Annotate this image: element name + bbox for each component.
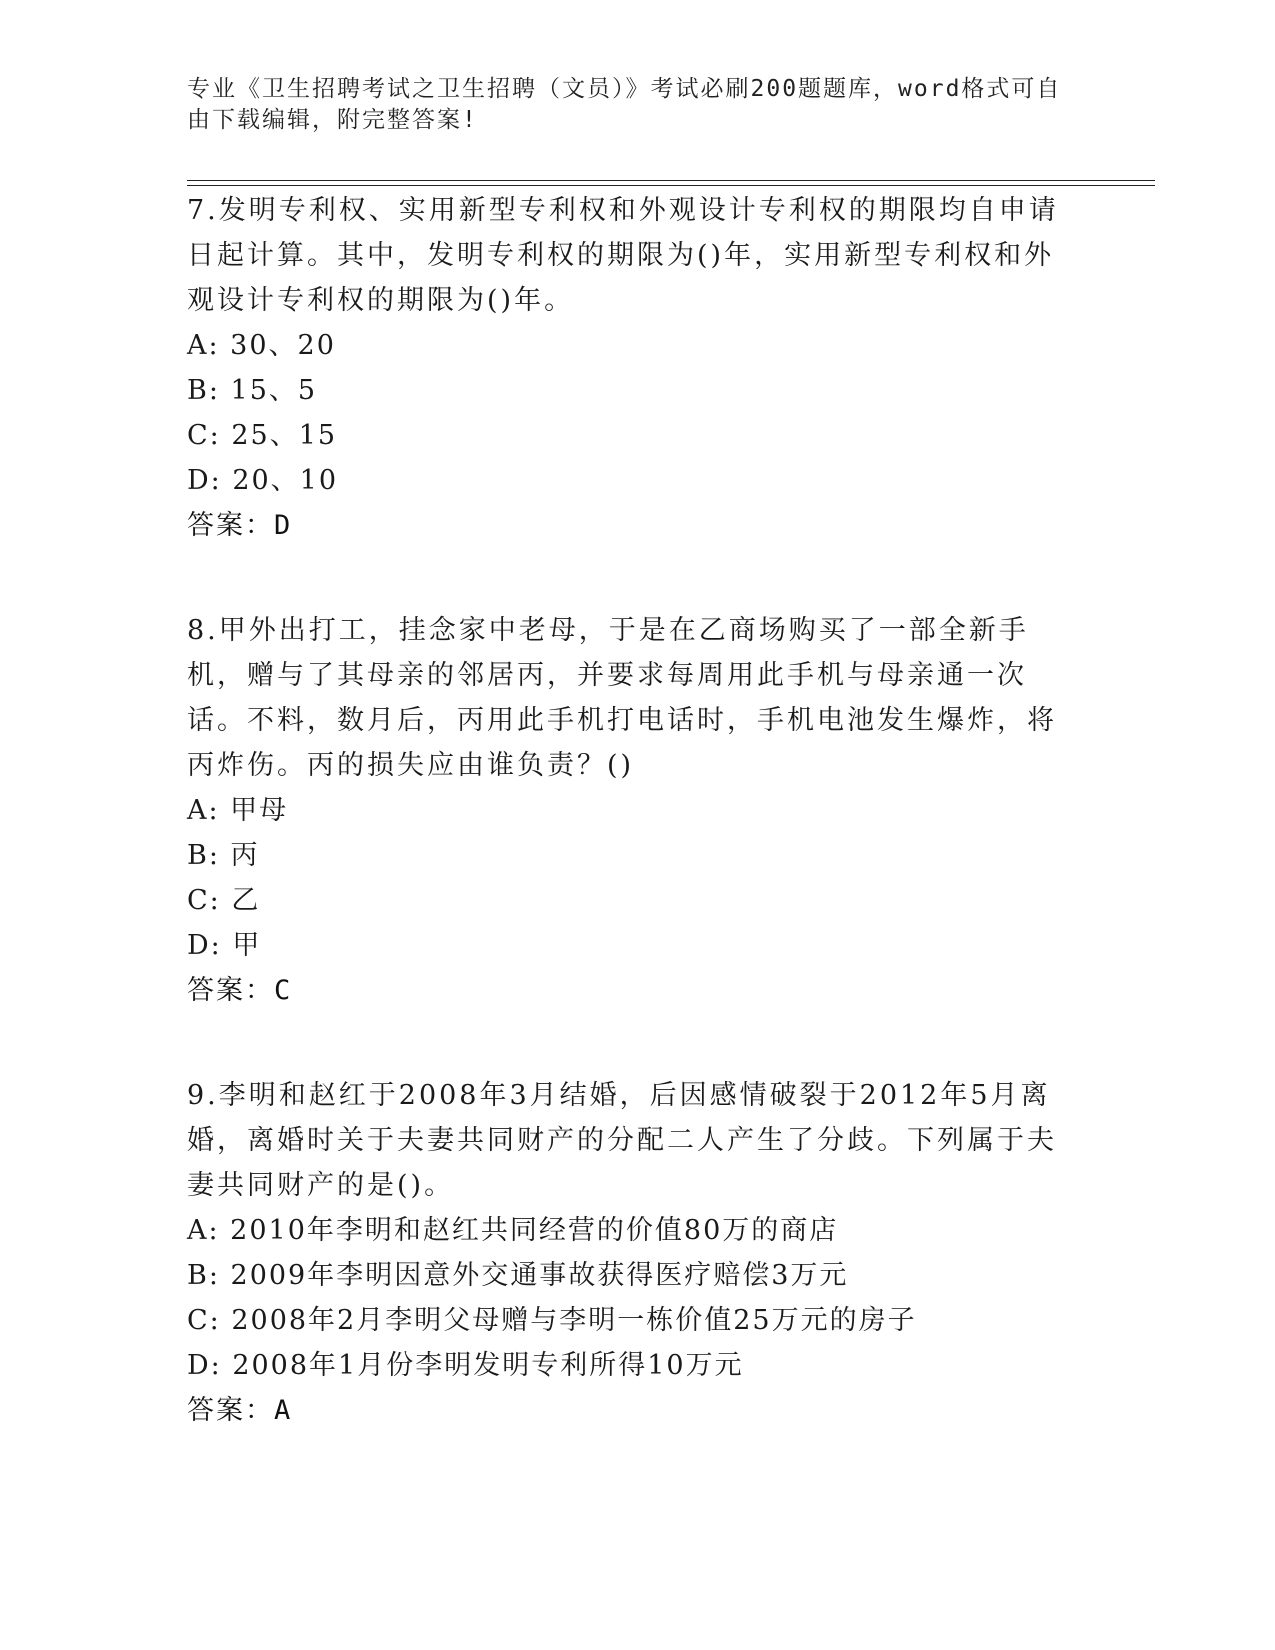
option-b: B: 丙: [187, 840, 260, 871]
question-text: 7.发明专利权、实用新型专利权和外观设计专利权的期限均自申请日起计算。其中，发明专利权的期限为()年，实用新型专利权和外观设计专利权的期限为()年。: [187, 195, 1059, 316]
option-a: A: 30、20: [187, 330, 336, 361]
header-divider-bottom: [187, 185, 1155, 186]
option-d: D: 20、10: [187, 465, 339, 496]
question-list: [187, 188, 1067, 1493]
option-c: C: 2008年2月李明父母赠与李明一栋价值25万元的房子: [187, 1305, 917, 1336]
option-a: A: 2010年李明和赵红共同经营的价值80万的商店: [187, 1215, 839, 1246]
option-c: C: 乙: [187, 885, 261, 916]
question-text: 9.李明和赵红于2008年3月结婚，后因感情破裂于2012年5月离婚，离婚时关于夫妻共同财产的分配二人产生了分歧。下列属于夫妻共同财产的是()。: [187, 1080, 1057, 1201]
header-divider-top: [187, 180, 1155, 181]
answer-line: 答案：C: [187, 975, 293, 1006]
document-header: 专业《卫生招聘考试之卫生招聘（文员）》考试必刷200题题库，word格式可自由下载编辑，附完整答案!: [187, 76, 1062, 133]
answer-line: 答案：D: [187, 510, 293, 541]
question-8: [187, 608, 1067, 1013]
option-b: B: 15、5: [187, 375, 318, 406]
answer-line: 答案：A: [187, 1395, 293, 1426]
option-c: C: 25、15: [187, 420, 338, 451]
option-b: B: 2009年李明因意外交通事故获得医疗赔偿3万元: [187, 1260, 849, 1291]
option-d: D: 2008年1月份李明发明专利所得10万元: [187, 1350, 744, 1381]
question-9: [187, 1073, 1067, 1433]
option-d: D: 甲: [187, 930, 262, 961]
option-a: A: 甲母: [187, 795, 289, 826]
question-text: 8.甲外出打工，挂念家中老母，于是在乙商场购买了一部全新手机，赠与了其母亲的邻居丙，并要求每周用此手机与母亲通一次话。不料，数月后，丙用此手机打电话时，手机电池发生爆炸，将丙炸伤。丙的损失应由谁负责？(): [187, 615, 1057, 781]
question-7: [187, 188, 1067, 548]
